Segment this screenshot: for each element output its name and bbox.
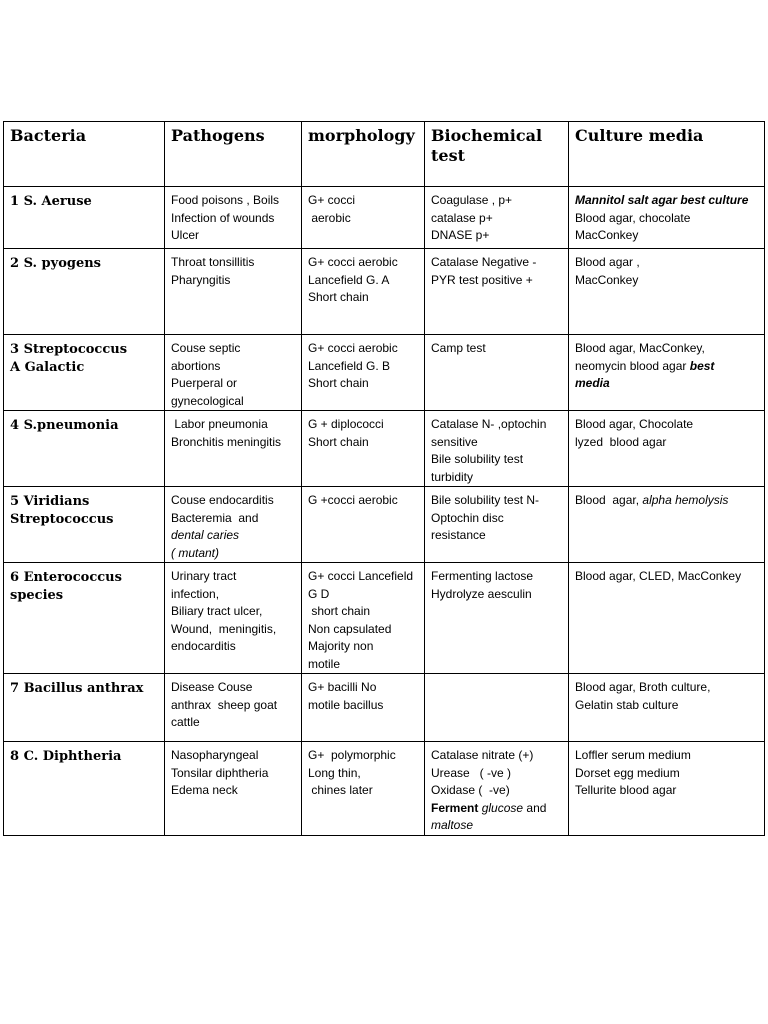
biochemical-line: Optochin disc bbox=[431, 510, 504, 525]
pathogens-cell bbox=[165, 411, 302, 487]
biochemical-emphasis: glucose bbox=[481, 800, 524, 815]
culture-text: neomycin blood agar bbox=[575, 358, 690, 373]
morphology-line: Non capsulated bbox=[308, 621, 392, 636]
morphology-line: G+ bacilli No bbox=[308, 680, 377, 694]
biochemical-cell bbox=[425, 249, 569, 335]
biochemical-line: Bile solubility test N- bbox=[431, 493, 540, 507]
morphology-line: G + diplococci bbox=[308, 417, 384, 431]
pathogen-line: Biliary tract ulcer, bbox=[171, 604, 263, 618]
culture-cell bbox=[569, 742, 765, 836]
biochemical-cell bbox=[425, 674, 569, 742]
culture-line: Blood agar, Chocolate bbox=[575, 417, 694, 431]
morphology-cell bbox=[302, 335, 425, 411]
biochemical-line: Fermenting lactose bbox=[431, 569, 534, 583]
pathogens-cell bbox=[165, 487, 302, 563]
morphology-line: Short chain bbox=[308, 376, 369, 390]
pathogen-line: Food poisons , Boils bbox=[171, 193, 280, 207]
bacteria-name: 5 Viridians bbox=[10, 494, 90, 509]
pathogen-line: abortions bbox=[171, 358, 221, 373]
bacteria-cell bbox=[4, 563, 165, 674]
pathogen-line: Nasopharyngeal bbox=[171, 748, 259, 762]
pathogen-line: anthrax sheep goat bbox=[171, 697, 278, 712]
bacteria-cell bbox=[4, 411, 165, 487]
bacteria-name: 8 C. Diphtheria bbox=[10, 749, 122, 764]
header-culture-media: Culture media bbox=[569, 122, 765, 187]
pathogen-line: Infection of wounds bbox=[171, 210, 275, 225]
biochemical-line: DNASE p+ bbox=[431, 228, 490, 242]
bacteria-cell bbox=[4, 335, 165, 411]
pathogen-line: infection, bbox=[171, 586, 220, 601]
culture-line: Blood agar, Broth culture, bbox=[575, 680, 711, 694]
morphology-line: G+ cocci bbox=[308, 193, 356, 207]
culture-line: lyzed blood agar bbox=[575, 434, 667, 449]
table-row bbox=[4, 674, 765, 742]
pathogen-line: Ulcer bbox=[171, 228, 200, 242]
pathogens-cell bbox=[165, 187, 302, 249]
biochemical-cell bbox=[425, 335, 569, 411]
culture-line: Blood agar, chocolate bbox=[575, 210, 691, 225]
morphology-line: aerobic bbox=[308, 210, 351, 225]
morphology-line: short chain bbox=[308, 604, 371, 618]
bacteria-name: A Galactic bbox=[10, 360, 85, 375]
culture-cell bbox=[569, 411, 765, 487]
header-biochemical-test: Biochemical test bbox=[425, 122, 569, 187]
table-row bbox=[4, 487, 765, 563]
bacteria-name: 4 S.pneumonia bbox=[10, 418, 119, 433]
biochemical-line: Bile solubility test bbox=[431, 452, 524, 466]
pathogen-line: Urinary tract bbox=[171, 569, 237, 583]
culture-cell bbox=[569, 187, 765, 249]
pathogens-cell bbox=[165, 335, 302, 411]
morphology-cell bbox=[302, 249, 425, 335]
pathogen-line: Throat tonsillitis bbox=[171, 255, 255, 269]
culture-line: Tellurite blood agar bbox=[575, 783, 677, 797]
bacteria-name: Streptococcus bbox=[10, 512, 114, 527]
biochemical-line: resistance bbox=[431, 528, 486, 542]
morphology-line: G+ cocci aerobic bbox=[308, 341, 398, 355]
morphology-cell bbox=[302, 411, 425, 487]
culture-line: MacConkey bbox=[575, 228, 639, 242]
bacteria-table bbox=[3, 121, 765, 836]
biochemical-line: Hydrolyze aesculin bbox=[431, 586, 532, 601]
pathogen-line: dental caries bbox=[171, 528, 240, 542]
bacteria-cell bbox=[4, 249, 165, 335]
pathogen-line: Edema neck bbox=[171, 783, 238, 797]
biochemical-line: PYR test positive + bbox=[431, 272, 533, 287]
pathogen-line: Wound, meningitis, bbox=[171, 621, 277, 636]
morphology-line: Lancefield G. A bbox=[308, 272, 390, 287]
bacteria-cell bbox=[4, 487, 165, 563]
morphology-cell bbox=[302, 674, 425, 742]
table-row bbox=[4, 411, 765, 487]
pathogen-line: endocarditis bbox=[171, 639, 236, 653]
pathogens-cell bbox=[165, 563, 302, 674]
biochemical-cell bbox=[425, 411, 569, 487]
biochemical-cell bbox=[425, 187, 569, 249]
morphology-cell bbox=[302, 187, 425, 249]
culture-line: Blood agar, CLED, MacConkey bbox=[575, 569, 742, 583]
bacteria-name: 6 Enterococcus bbox=[10, 570, 122, 585]
table-row bbox=[4, 563, 765, 674]
bacteria-name: 1 S. Aeruse bbox=[10, 194, 92, 209]
table-row bbox=[4, 249, 765, 335]
morphology-line: G+ cocci aerobic bbox=[308, 255, 398, 269]
biochemical-line: Catalase Negative - bbox=[431, 255, 537, 269]
morphology-line: Majority non bbox=[308, 639, 374, 653]
biochemical-line: catalase p+ bbox=[431, 210, 493, 225]
table-row bbox=[4, 187, 765, 249]
biochemical-line: Catalase N- ,optochin bbox=[431, 417, 547, 431]
morphology-line: G+ cocci Lancefield bbox=[308, 569, 414, 583]
bacteria-name: 7 Bacillus anthrax bbox=[10, 681, 144, 696]
biochemical-line: Catalase nitrate (+) bbox=[431, 748, 534, 762]
morphology-line: Lancefield G. B bbox=[308, 358, 391, 373]
bacteria-cell bbox=[4, 674, 165, 742]
header-row bbox=[4, 122, 765, 187]
culture-line: Loffler serum medium bbox=[575, 748, 691, 762]
culture-emphasis: best bbox=[689, 358, 715, 373]
morphology-cell bbox=[302, 742, 425, 836]
header-pathogens: Pathogens bbox=[165, 122, 302, 187]
bacteria-name: 3 Streptococcus bbox=[10, 342, 128, 357]
culture-line: Blood agar , bbox=[575, 255, 640, 269]
header-bacteria: Bacteria bbox=[4, 122, 165, 187]
table-row bbox=[4, 742, 765, 836]
morphology-cell bbox=[302, 563, 425, 674]
culture-text: Blood agar, bbox=[575, 493, 643, 507]
morphology-line: Short chain bbox=[308, 290, 369, 304]
morphology-line: Short chain bbox=[308, 434, 369, 449]
bacteria-cell bbox=[4, 187, 165, 249]
pathogen-line: Couse endocarditis bbox=[171, 493, 274, 507]
morphology-line: G D bbox=[308, 586, 330, 601]
pathogen-line: Puerperal or bbox=[171, 376, 238, 390]
pathogens-cell bbox=[165, 674, 302, 742]
culture-line bbox=[575, 358, 758, 376]
header-morphology: morphology bbox=[302, 122, 425, 187]
biochemical-line: turbidity bbox=[431, 469, 474, 484]
culture-cell bbox=[569, 674, 765, 742]
bacteria-cell bbox=[4, 742, 165, 836]
pathogen-line: ( mutant) bbox=[171, 545, 220, 560]
morphology-cell bbox=[302, 487, 425, 563]
morphology-line: G +cocci aerobic bbox=[308, 493, 398, 507]
morphology-line: G+ polymorphic bbox=[308, 748, 396, 762]
culture-emphasis: alpha hemolysis bbox=[642, 493, 729, 507]
pathogen-line: Disease Couse bbox=[171, 680, 253, 694]
pathogen-line: cattle bbox=[171, 715, 200, 729]
culture-line: Blood agar, MacConkey, bbox=[575, 341, 705, 355]
biochemical-text: Ferment bbox=[431, 800, 482, 815]
biochemical-line: Oxidase ( -ve) bbox=[431, 783, 510, 797]
pathogen-line: Bronchitis meningitis bbox=[171, 434, 282, 449]
culture-cell bbox=[569, 487, 765, 563]
pathogens-cell bbox=[165, 742, 302, 836]
morphology-line: motile bacillus bbox=[308, 697, 384, 712]
biochemical-cell bbox=[425, 487, 569, 563]
culture-line: Dorset egg medium bbox=[575, 765, 680, 780]
pathogen-line: Tonsilar diphtheria bbox=[171, 765, 269, 780]
culture-line: Mannitol salt agar best culture bbox=[575, 193, 749, 207]
biochemical-text: and bbox=[523, 800, 547, 815]
culture-line: media bbox=[575, 376, 610, 390]
pathogen-line: gynecological bbox=[171, 393, 244, 408]
biochemical-line bbox=[431, 800, 562, 818]
biochemical-line: sensitive bbox=[431, 434, 478, 449]
biochemical-line: maltose bbox=[431, 818, 474, 832]
culture-line bbox=[575, 492, 758, 510]
morphology-line: chines later bbox=[308, 783, 373, 797]
biochemical-line: Camp test bbox=[431, 341, 486, 355]
pathogen-line: Labor pneumonia bbox=[171, 417, 268, 431]
biochemical-cell bbox=[425, 563, 569, 674]
culture-cell bbox=[569, 335, 765, 411]
pathogens-cell bbox=[165, 249, 302, 335]
biochemical-cell bbox=[425, 742, 569, 836]
morphology-line: motile bbox=[308, 656, 341, 671]
pathogen-line: Couse septic bbox=[171, 341, 241, 355]
culture-cell bbox=[569, 563, 765, 674]
culture-cell bbox=[569, 249, 765, 335]
culture-line: Gelatin stab culture bbox=[575, 697, 679, 712]
bacteria-name: species bbox=[10, 588, 64, 603]
pathogen-line: Bacteremia and bbox=[171, 510, 259, 525]
culture-line: MacConkey bbox=[575, 272, 639, 287]
biochemical-line: Coagulase , p+ bbox=[431, 193, 513, 207]
table-row bbox=[4, 335, 765, 411]
bacteria-name: 2 S. pyogens bbox=[10, 256, 101, 271]
biochemical-line: Urease ( -ve ) bbox=[431, 765, 512, 780]
morphology-line: Long thin, bbox=[308, 765, 361, 780]
pathogen-line: Pharyngitis bbox=[171, 272, 231, 287]
